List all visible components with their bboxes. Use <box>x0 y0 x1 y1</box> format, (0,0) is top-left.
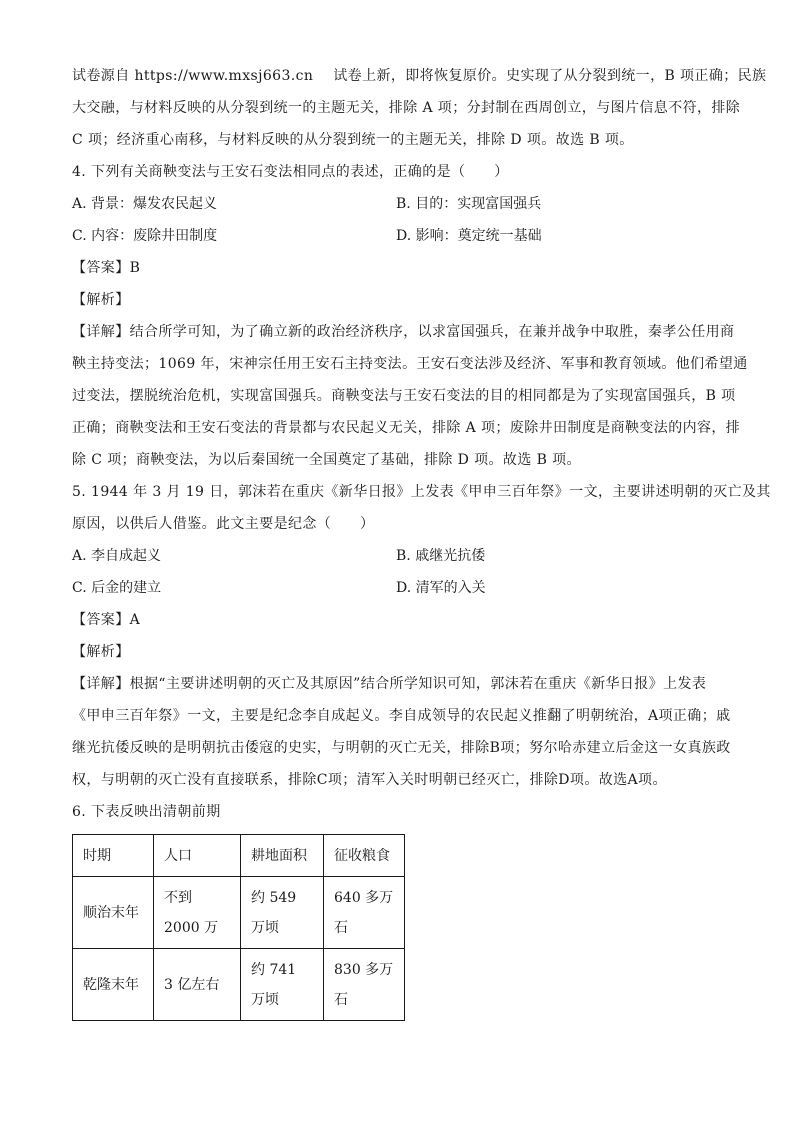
q5-analysis-label: 【解析】 <box>72 644 130 660</box>
table-row <box>73 877 405 949</box>
q5-detail-line: 权，与明朝的灭亡没有直接联系，排除C项；清军入关时明朝已经灭亡，排除D项。故选A项。 <box>72 772 667 788</box>
source-link[interactable]: 试卷源自 https://www.mxsj663.cn <box>72 68 314 84</box>
q4-detail-line: 除 C 项；商鞅变法，为以后秦国统一全国奠定了基础，排除 D 项。故选 B 项。 <box>72 452 581 468</box>
q6-stem: 6. 下表反映出清朝前期 <box>72 804 221 820</box>
q4-answer: 【答案】B <box>72 260 141 276</box>
table-cell: 不到 2000 万 <box>154 877 241 949</box>
q5-stem: 5. 1944 年 3 月 19 日，郭沫若在重庆《新华日报》上发表《甲申三百年祭》一文，主要讲述明朝的灭亡及其 <box>72 484 771 500</box>
q4-options-row <box>72 190 724 222</box>
table-cell: 3 亿左右 <box>154 949 241 1021</box>
prev-analysis-line: C 项；经济重心南移，与材料反映的从分裂到统一的主题无关，排除 D 项。故选 B 项。 <box>72 132 634 148</box>
table-cell: 约 741 万顷 <box>241 949 324 1021</box>
first-line <box>72 62 767 94</box>
table-header-cell: 人口 <box>154 835 241 877</box>
document-content <box>72 62 771 1021</box>
table-header-cell: 征收粮食 <box>324 835 405 877</box>
q4-detail-line: 过变法，摆脱统治危机，实现富国强兵。商鞅变法与王安石变法的目的相同都是为了实现富国强兵，B 项 <box>72 388 736 404</box>
table-cell: 830 多万石 <box>324 949 405 1021</box>
q5-option-c: C. 后金的建立 <box>72 580 162 596</box>
q5-detail-line: 【详解】根据“主要讲述明朝的灭亡及其原因”结合所学知识可知，郭沫若在重庆《新华日报》上发表 <box>72 676 707 692</box>
q5-answer: 【答案】A <box>72 612 141 628</box>
q4-detail-line: 【详解】结合所学可知，为了确立新的政治经济秩序，以求富国强兵，在兼并战争中取胜，秦孝公任用商 <box>72 324 735 340</box>
q5-options-row <box>72 542 724 574</box>
table-cell: 约 549 万顷 <box>241 877 324 949</box>
prev-analysis-line: 大交融，与材料反映的从分裂到统一的主题无关，排除 A 项；分封制在西周创立，与图片信息不符，排除 <box>72 100 741 116</box>
table-cell: 顺治末年 <box>73 877 154 949</box>
q4-options-row <box>72 222 724 254</box>
q5-detail-line: 继光抗倭反映的是明朝抗击倭寇的史实，与明朝的灭亡无关，排除B项；努尔哈赤建立后金这一女真族政 <box>72 740 731 756</box>
q5-option-a: A. 李自成起义 <box>72 548 162 564</box>
table-header-cell: 耕地面积 <box>241 835 324 877</box>
q4-analysis-label: 【解析】 <box>72 292 130 308</box>
q5-stem: 原因，以供后人借鉴。此文主要是纪念（ ） <box>72 516 375 532</box>
table-header-cell: 时期 <box>73 835 154 877</box>
q5-detail-line: 《甲申三百年祭》一文，主要是纪念李自成起义。李自成领导的农民起义推翻了明朝统治，A项正确；戚 <box>72 708 731 724</box>
q5-option-b: B. 戚继光抗倭 <box>396 548 486 564</box>
table-header-row <box>73 835 405 877</box>
table-row <box>73 949 405 1021</box>
q4-option-d: D. 影响：奠定统一基础 <box>396 228 542 244</box>
q4-option-a: A. 背景：爆发农民起义 <box>72 196 218 212</box>
table-cell: 640 多万石 <box>324 877 405 949</box>
q4-detail-line: 正确；商鞅变法和王安石变法的背景都与农民起义无关，排除 A 项；废除井田制度是商鞅变法的内容，排 <box>72 420 741 436</box>
q4-option-b: B. 目的：实现富国强兵 <box>396 196 542 212</box>
q4-stem: 4. 下列有关商鞅变法与王安石变法相同点的表述，正确的是（ ） <box>72 164 509 180</box>
q5-option-d: D. 清军的入关 <box>396 580 486 596</box>
table-cell: 乾隆末年 <box>73 949 154 1021</box>
q4-detail-line: 鞅主持变法；1069 年，宋神宗任用王安石主持变法。王安石变法涉及经济、军事和教育领域。他们希望通 <box>72 356 748 372</box>
q4-option-c: C. 内容：废除井田制度 <box>72 228 218 244</box>
first-line-text: 试卷上新，即将恢复原价。史实现了从分裂到统一，B 项正确；民族 <box>333 68 767 84</box>
q6-table <box>72 834 405 1021</box>
q5-options-row <box>72 574 724 606</box>
